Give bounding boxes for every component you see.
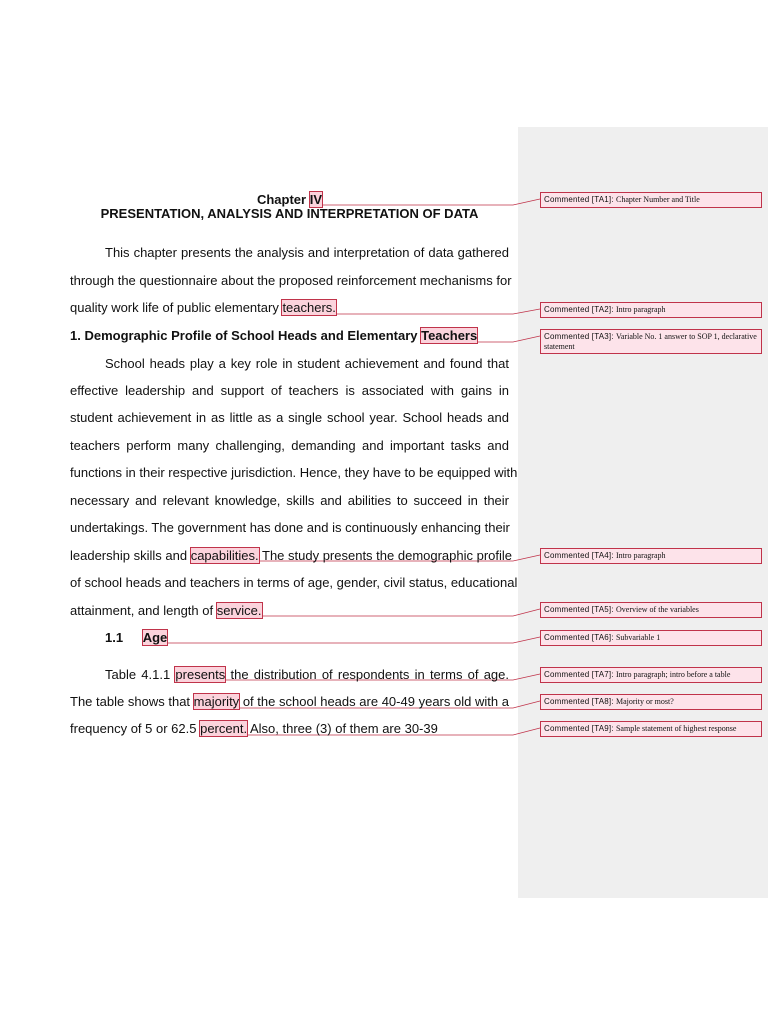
comment-ta3[interactable]: [540, 329, 762, 354]
para-text: the distribution of respondents in terms of age.: [225, 667, 509, 682]
para-text: of the school heads are 40-49 years old with a: [239, 694, 509, 709]
comment-ta5[interactable]: [540, 602, 762, 618]
chapter-number: IV: [309, 192, 323, 207]
highlight-age: Age: [142, 630, 168, 645]
comment-text: Sample statement of highest response: [615, 724, 737, 733]
intro-line-1: This chapter presents the analysis and interpretation of data gathered: [105, 245, 509, 260]
comment-label: Commented [TA7]:: [544, 670, 614, 679]
para1-line-8: [70, 548, 513, 564]
para-text: The table shows that: [70, 694, 194, 709]
para1-line-9: of school heads and teachers in terms of age, gender, civil status, educational: [70, 575, 518, 590]
section-1-heading: [70, 328, 509, 344]
para1-line-7: undertakings. The government has done and is continuously enhancing their: [70, 520, 510, 535]
comment-ta8[interactable]: [540, 694, 762, 710]
highlight-service: service.: [216, 603, 262, 618]
comment-ta4[interactable]: [540, 548, 762, 564]
highlight-presents: presents: [175, 667, 226, 682]
comment-text: Majority or most?: [615, 697, 674, 706]
highlight-capabilities: capabilities.: [190, 548, 259, 563]
para-text: The study presents the demographic profile: [258, 548, 513, 563]
comments-pane: [518, 127, 768, 898]
comment-text: Subvariable 1: [615, 633, 661, 642]
highlight-teachers: teachers.: [282, 300, 336, 315]
comment-text: Intro paragraph: [615, 305, 666, 314]
comment-ta9[interactable]: [540, 721, 762, 737]
highlight-majority: majority: [193, 694, 240, 709]
para-text: leadership skills and: [70, 548, 191, 563]
chapter-label: Chapter: [256, 192, 307, 207]
para1-line-4: teachers perform many challenging, demanding and important tasks and: [70, 438, 509, 453]
para-text: Also, three (3) of them are 30-39: [247, 721, 438, 736]
highlight-percent: percent.: [200, 721, 248, 736]
para1-line-3: student achievement in as little as a single school year. School heads and: [70, 410, 509, 425]
comment-label: Commented [TA2]:: [544, 305, 614, 314]
comment-text: Intro paragraph; intro before a table: [615, 670, 731, 679]
comment-ta1[interactable]: [540, 192, 762, 208]
para2-line-2: [70, 694, 509, 710]
para1-line-10: [70, 603, 509, 619]
para2-line-1: [105, 667, 509, 683]
para1-line-6: necessary and relevant knowledge, skills and abilities to succeed in their: [70, 493, 509, 508]
para-text: attainment, and length of: [70, 603, 217, 618]
comment-label: Commented [TA6]:: [544, 633, 614, 642]
comment-label: Commented [TA3]:: [544, 332, 614, 341]
comment-ta2[interactable]: [540, 302, 762, 318]
comment-label: Commented [TA5]:: [544, 605, 614, 614]
highlight-teachers-heading: Teachers: [421, 328, 478, 343]
comment-label: Commented [TA8]:: [544, 697, 614, 706]
comment-label: Commented [TA9]:: [544, 724, 614, 733]
para-text: Table 4.1.1: [105, 667, 176, 682]
subsection-number: 1.1: [105, 630, 124, 645]
comment-label: Commented [TA4]:: [544, 551, 614, 560]
intro-text: quality work life of public elementary: [70, 300, 283, 315]
subsection-1-1-heading: [105, 630, 544, 646]
para1-line-5: functions in their respective jurisdiction. Hence, they have to be equipped with: [70, 465, 518, 480]
comment-label: Commented [TA1]:: [544, 195, 614, 204]
comment-text: Intro paragraph: [615, 551, 666, 560]
chapter-title: PRESENTATION, ANALYSIS AND INTERPRETATION OF DATA: [100, 206, 479, 221]
para1-line-1: School heads play a key role in student achievement and found that: [105, 356, 509, 371]
comment-ta7[interactable]: [540, 667, 762, 683]
comment-text: Variable No. 1 answer to SOP 1, declarative statement: [544, 332, 757, 351]
para2-line-3: [70, 721, 509, 737]
section-heading-text: 1. Demographic Profile of School Heads and Elementary: [70, 328, 422, 343]
comment-ta6[interactable]: [540, 630, 762, 646]
intro-line-2: through the questionnaire about the proposed reinforcement mechanisms for: [70, 273, 512, 288]
para1-line-2: effective leadership and support of teachers is associated with gains in: [70, 383, 509, 398]
comment-text: Overview of the variables: [615, 605, 699, 614]
para-text: frequency of 5 or 62.5: [70, 721, 201, 736]
comment-text: Chapter Number and Title: [615, 195, 700, 204]
intro-line-3: [70, 300, 509, 316]
